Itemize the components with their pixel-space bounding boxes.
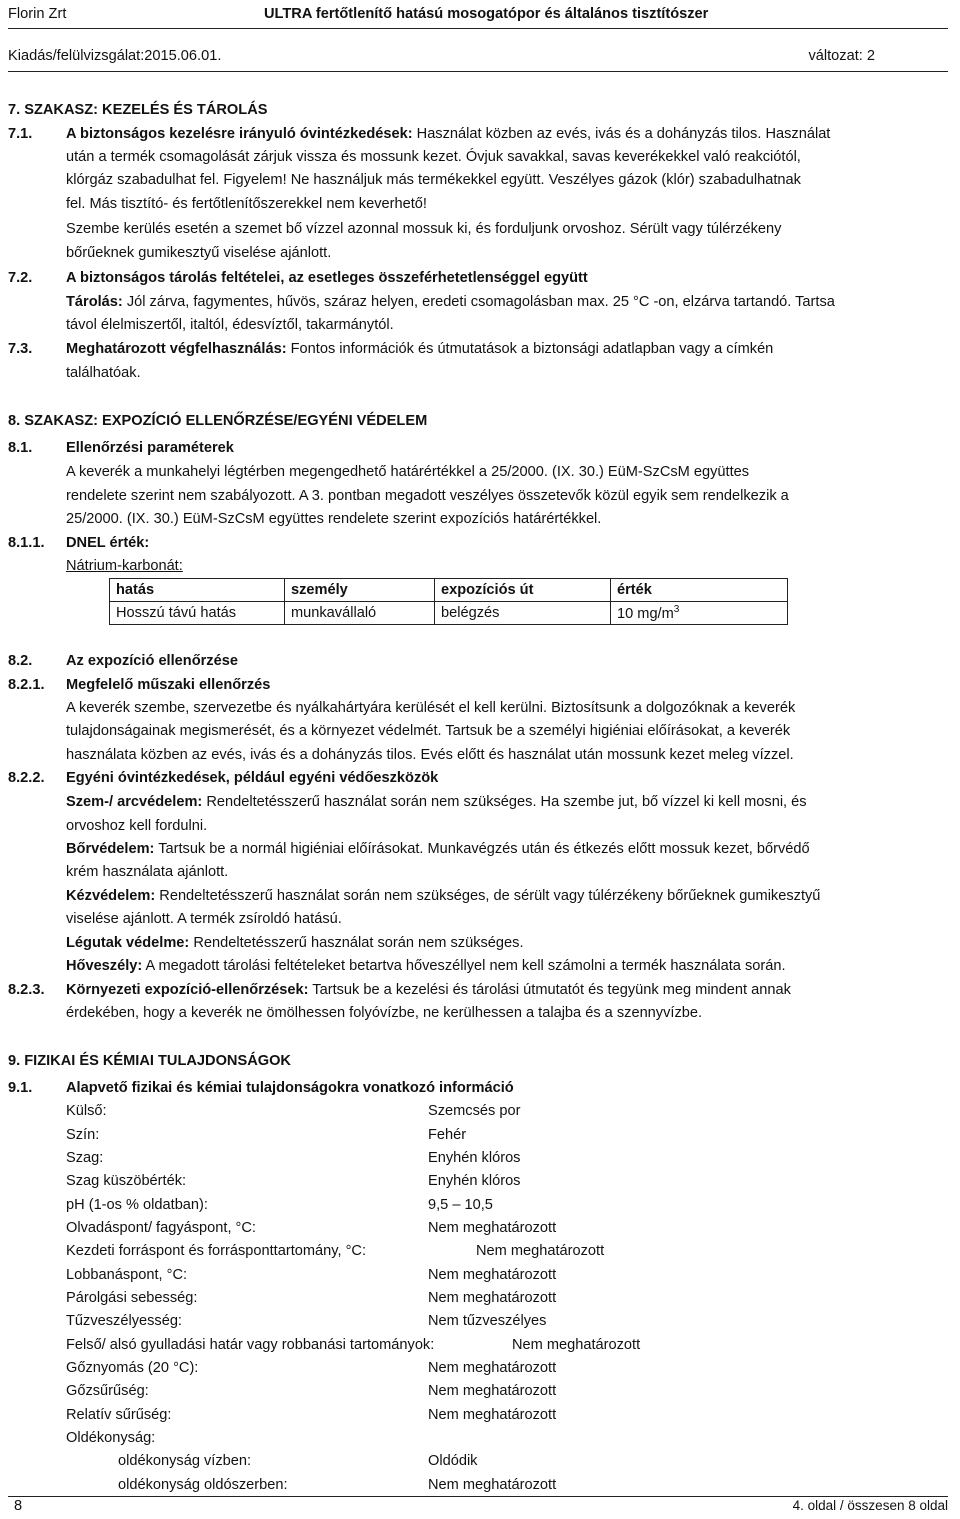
paragraph-line (66, 792, 807, 812)
property-name: Lobbanáspont, °C: (66, 1267, 188, 1283)
dnel-table (109, 578, 788, 625)
label: Környezeti expozíció-ellenőrzések: (66, 982, 309, 998)
paragraph-line: Szembe kerülés esetén a szemet bő vízzel azonnal mossuk ki, és forduljunk orvoshoz. Sérült vagy túlérzékeny (66, 221, 782, 237)
property-value: Nem meghatározott (428, 1267, 557, 1283)
paragraph-line: bőrűeknek gumikesztyű viselése ajánlott. (66, 245, 332, 261)
label: Szem-/ arcvédelem: (66, 794, 203, 810)
property-value: Nem meghatározott (428, 1407, 557, 1423)
property-name: Oldékonyság: (66, 1430, 156, 1446)
table-header-cell: érték (611, 579, 788, 602)
property-value: Nem meghatározott (428, 1290, 557, 1306)
section-7-title: 7. SZAKASZ: KEZELÉS ÉS TÁROLÁS (8, 102, 268, 118)
paragraph-line: érdekében, hogy a keverék ne ömölhessen folyóvízbe, ne kerülhessen a talajba és a szennyvízbe. (66, 1005, 703, 1021)
subsection-heading: Megfelelő műszaki ellenőrzés (66, 677, 271, 693)
paragraph-line: használata közben az evés, ivás és a dohányzás tilos. Evés előtt és használat után mossunk kezet meleg vízzel. (66, 747, 794, 763)
property-name: Szag: (66, 1150, 104, 1166)
issue-line (8, 48, 875, 68)
table-cell (611, 602, 788, 625)
property-name: Gőzsűrűség: (66, 1383, 149, 1399)
subsection-number: 8.1.1. (8, 535, 45, 551)
paragraph-line (66, 980, 791, 1000)
page-header (8, 6, 948, 26)
section-9-title: 9. FIZIKAI ÉS KÉMIAI TULAJDONSÁGOK (8, 1053, 291, 1069)
property-value: Nem meghatározott (428, 1383, 557, 1399)
subsection-heading: A biztonságos tárolás feltételei, az esetleges összeférhetetlenséggel együtt (66, 270, 588, 286)
line-text: Használat közben az evés, ivás és a dohányzás tilos. Használat (412, 126, 831, 142)
label: Tárolás: (66, 294, 123, 310)
header-rule (8, 28, 948, 29)
paragraph-line: klórgáz szabadulhat fel. Figyelem! Ne használjuk más termékekkel együtt. Veszélyes gázok (klór) szabadulhatnak (66, 172, 801, 188)
property-value: Fehér (428, 1127, 467, 1143)
paragraph-line: fel. Más tisztító- és fertőtlenítőszerekkel nem keverhető! (66, 196, 427, 212)
subsection-number: 7.1. (8, 126, 33, 142)
paragraph-line (66, 839, 810, 859)
property-name: oldékonyság oldószerben: (118, 1477, 288, 1493)
line-text: Jól zárva, fagymentes, hűvös, száraz helyen, eredeti csomagolásban max. 25 °C -on, elzárva tartandó. Tartsa (122, 294, 835, 310)
property-name: Szín: (66, 1127, 100, 1143)
issue-date: Kiadás/felülvizsgálat:2015.06.01. (8, 48, 222, 64)
subsection-heading: Alapvető fizikai és kémiai tulajdonságokra vonatkozó információ (66, 1080, 514, 1096)
table-cell: belégzés (435, 602, 611, 625)
table-header-cell: személy (285, 579, 435, 602)
subsection-heading: Az expozíció ellenőrzése (66, 653, 238, 669)
subsection-number: 9.1. (8, 1080, 33, 1096)
paragraph-line: rendelete szerint nem szabályozott. A 3. pontban megadott veszélyes összetevők közül egyik sem rendelkezik a (66, 488, 789, 504)
property-name: Külső: (66, 1103, 107, 1119)
paragraph-line: tulajdonságainak megismerését, és a környezet védelmét. Tartsuk be a személyi higiéniai előírásokat, a keverék (66, 723, 791, 739)
subsection-heading: A biztonságos kezelésre irányuló óvintézkedések: (66, 126, 413, 142)
section-8-title: 8. SZAKASZ: EXPOZÍCIÓ ELLENŐRZÉSE/EGYÉNI VÉDELEM (8, 413, 428, 429)
page-footer (8, 1494, 948, 1514)
paragraph-line: A keverék szembe, szervezetbe és nyálkahártyára kerülését el kell kerülni. Biztosítsunk a dolgozóknak a keverék (66, 700, 796, 716)
label: Hőveszély: (66, 958, 143, 974)
paragraph-line: A keverék a munkahelyi légtérben megengedhető határértékkel a 25/2000. (IX. 30.) EüM-SzCsM együttes (66, 464, 750, 480)
subsection-heading: Egyéni óvintézkedések, például egyéni védőeszközök (66, 770, 439, 786)
paragraph-line (66, 956, 786, 976)
property-value: Nem meghatározott (428, 1477, 557, 1493)
table-header-cell: hatás (110, 579, 285, 602)
subsection-number: 8.2.1. (8, 677, 45, 693)
label: Meghatározott végfelhasználás: (66, 341, 287, 357)
paragraph-line: távol élelmiszertől, italtól, édesvíztől, takarmánytól. (66, 317, 394, 333)
property-value: Nem meghatározott (512, 1337, 641, 1353)
line-text: Tartsuk be a kezelési és tárolási útmutatót és tegyünk meg mindent annak (308, 982, 791, 998)
header-rule-2 (8, 71, 948, 72)
label: Légutak védelme: (66, 935, 190, 951)
version-label: változat: 2 (808, 48, 875, 64)
property-value: Nem meghatározott (428, 1220, 557, 1236)
paragraph-line (66, 933, 524, 953)
paragraph-line: viselése ajánlott. A termék zsíroldó hatású. (66, 911, 342, 927)
label: Bőrvédelem: (66, 841, 155, 857)
paragraph-line (66, 886, 820, 906)
company-name: Florin Zrt (8, 6, 67, 22)
subsection-number: 8.2.3. (8, 982, 45, 998)
property-name: Relatív sűrűség: (66, 1407, 172, 1423)
subsection-heading: DNEL érték: (66, 535, 150, 551)
table-header-row (110, 579, 788, 602)
subsection-heading: Ellenőrzési paraméterek (66, 440, 234, 456)
subsection-number: 7.2. (8, 270, 33, 286)
table-header-cell: expozíciós út (435, 579, 611, 602)
property-value: Nem meghatározott (428, 1360, 557, 1376)
line-text: Tartsuk be a normál higiéniai előírásokat. Munkavégzés után és étkezés előtt mossuk kezet, bőrvédő (154, 841, 810, 857)
footer-left: 8 (14, 1498, 23, 1514)
property-value: Nem tűzveszélyes (428, 1313, 547, 1329)
subsection-number: 8.2. (8, 653, 33, 669)
subsection-number: 7.3. (8, 341, 33, 357)
line-text: Rendeltetésszerű használat során nem szükséges, de sérült vagy túlérzékeny bőrűeknek gumikesztyű (155, 888, 821, 904)
paragraph-line (66, 292, 835, 312)
table-cell: munkavállaló (285, 602, 435, 625)
paragraph-line: krém használata ajánlott. (66, 864, 229, 880)
paragraph-line (66, 124, 830, 144)
property-name: Tűzveszélyesség: (66, 1313, 182, 1329)
paragraph-line: után a termék csomagolását zárjuk vissza és mossunk kezet. Óvjuk savakkal, savas keverékekkel való reakciótól, (66, 149, 801, 165)
property-name: Szag küszöbérték: (66, 1173, 187, 1189)
property-value: Oldódik (428, 1453, 478, 1469)
value-text: 10 mg/m (617, 605, 674, 622)
property-value: Szemcsés por (428, 1103, 521, 1119)
paragraph-line (66, 339, 773, 359)
property-name: Olvadáspont/ fagyáspont, °C: (66, 1220, 256, 1236)
page-counter: 4. oldal / összesen 8 oldal (792, 1498, 948, 1513)
line-text: Fontos információk és útmutatások a biztonsági adatlapban vagy a címkén (286, 341, 774, 357)
table-cell: Hosszú távú hatás (110, 602, 285, 625)
paragraph-line: orvoshoz kell fordulni. (66, 818, 208, 834)
property-value: Nem meghatározott (476, 1243, 605, 1259)
paragraph-line: találhatóak. (66, 365, 141, 381)
property-name: Felső/ alsó gyulladási határ vagy robbanási tartományok: (66, 1337, 435, 1353)
property-value: Enyhén klóros (428, 1150, 521, 1166)
table-row (110, 602, 788, 625)
line-text: Rendeltetésszerű használat során nem szükséges. (189, 935, 524, 951)
property-name: Kezdeti forráspont és forrásponttartomány, °C: (66, 1243, 367, 1259)
property-name: Párolgási sebesség: (66, 1290, 198, 1306)
subsection-number: 8.2.2. (8, 770, 45, 786)
label: Kézvédelem: (66, 888, 156, 904)
line-text: A megadott tárolási feltételeket betartva hőveszéllyel nem kell számolni a termék használata során. (142, 958, 786, 974)
line-text: Rendeltetésszerű használat során nem szükséges. Ha szembe jut, bő vízzel ki kell mosni, és (202, 794, 807, 810)
subsection-number: 8.1. (8, 440, 33, 456)
property-name: Gőznyomás (20 °C): (66, 1360, 199, 1376)
substance-name: Nátrium-karbonát: (66, 558, 183, 574)
property-name: pH (1-os % oldatban): (66, 1197, 208, 1213)
paragraph-line: 25/2000. (IX. 30.) EüM-SzCsM együttes rendelete szerint expozíciós határértékkel. (66, 511, 602, 527)
property-value: Enyhén klóros (428, 1173, 521, 1189)
superscript: 3 (673, 604, 680, 616)
property-value: 9,5 – 10,5 (428, 1197, 493, 1213)
property-name: oldékonyság vízben: (118, 1453, 252, 1469)
product-name: ULTRA fertőtlenítő hatású mosogatópor és általános tisztítószer (264, 6, 709, 22)
